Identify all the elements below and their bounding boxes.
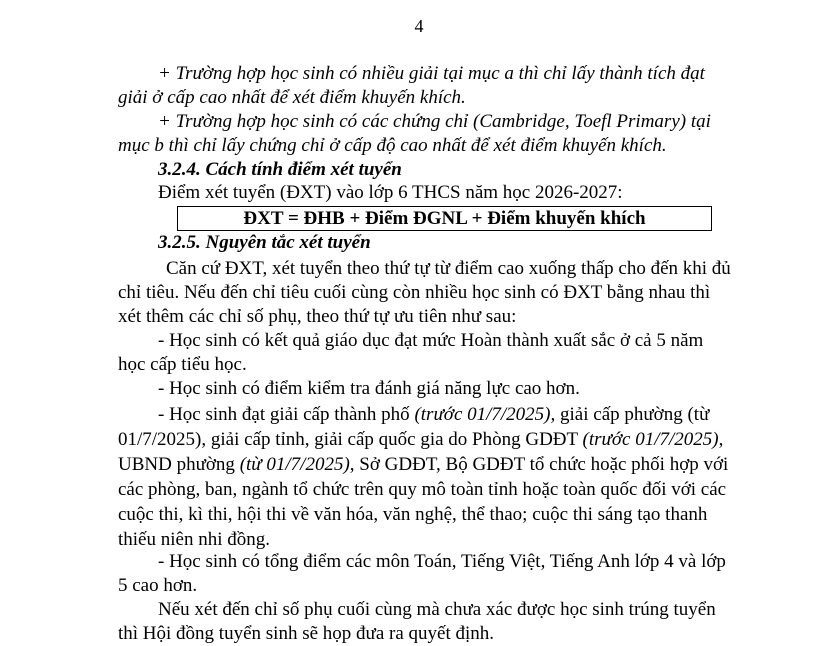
criterion-3-line-1-c: giải cấp phường (từ — [555, 404, 710, 425]
criterion-3-line-4: các phòng, ban, ngành tổ chức trên quy mô toàn tỉnh hoặc toàn quốc đối với các — [118, 479, 727, 500]
bullet-a-line-1: + Trường hợp học sinh có nhiều giải tại mục a thì chỉ lấy thành tích đạt — [158, 63, 705, 84]
section-3-2-5-heading: 3.2.5. Nguyên tắc xét tuyển — [158, 232, 371, 253]
criterion-3-line-2-c: , — [718, 429, 724, 450]
bullet-b-line-1: + Trường hợp học sinh có các chứng chỉ (Cambridge, Toefl Primary) tại — [158, 111, 711, 132]
paragraph-1-line-2: chỉ tiêu. Nếu đến chỉ tiêu cuối cùng còn nhiều học sinh có ĐXT bằng nhau thì — [118, 282, 711, 303]
criterion-3-line-3 — [118, 453, 728, 477]
page-number: 4 — [414, 16, 424, 36]
criterion-2-line-1: - Học sinh có điểm kiểm tra đánh giá năng lực cao hơn. — [158, 378, 580, 399]
criterion-3-line-3-a: UBND phường — [118, 454, 240, 475]
criterion-3-line-1 — [158, 403, 709, 427]
criterion-1-line-2: học cấp tiểu học. — [118, 354, 247, 375]
criterion-3-line-2 — [118, 428, 723, 452]
criterion-3-line-2-date: (trước 01/7/2025) — [582, 429, 719, 450]
paragraph-1-line-1: Căn cứ ĐXT, xét tuyển theo thứ tự từ điểm cao xuống thấp cho đến khi đủ — [166, 258, 731, 279]
bullet-b-line-2: mục b thì chỉ lấy chứng chỉ ở cấp độ cao nhất để xét điểm khuyến khích. — [118, 135, 667, 156]
bullet-a-line-2: giải ở cấp cao nhất để xét điểm khuyến khích. — [118, 87, 466, 108]
criterion-1-line-1: - Học sinh có kết quả giáo dục đạt mức Hoàn thành xuất sắc ở cả 5 năm — [158, 330, 704, 351]
formula-text: ĐXT = ĐHB + Điểm ĐGNL + Điểm khuyến khích — [243, 208, 646, 229]
criterion-3-line-5: cuộc thi, kì thi, hội thi về văn hóa, văn nghệ, thể thao; cuộc thi sáng tạo thanh — [118, 504, 708, 525]
criterion-3-line-3-c: , Sở GDĐT, Bộ GDĐT tổ chức hoặc phối hợp với — [349, 454, 729, 475]
criterion-3-line-3-date: (từ 01/7/2025) — [239, 454, 350, 475]
criterion-4-line-1: - Học sinh có tổng điểm các môn Toán, Tiếng Việt, Tiếng Anh lớp 4 và lớp — [158, 551, 726, 572]
criterion-3-line-6: thiếu niên nhi đồng. — [118, 529, 270, 550]
criterion-3-line-1-a: - Học sinh đạt giải cấp thành phố — [158, 404, 415, 425]
criterion-4-line-2: 5 cao hơn. — [118, 575, 198, 596]
criterion-3-line-1-date: (trước 01/7/2025), — [414, 404, 556, 425]
formula-box — [177, 206, 712, 231]
paragraph-2-line-2: thì Hội đồng tuyển sinh sẽ họp đưa ra quyết định. — [118, 623, 495, 644]
paragraph-1-line-3: xét thêm các chỉ số phụ, theo thứ tự ưu tiên như sau: — [118, 306, 517, 327]
section-3-2-4-heading: 3.2.4. Cách tính điểm xét tuyển — [158, 159, 402, 180]
paragraph-2-line-1: Nếu xét đến chỉ số phụ cuối cùng mà chưa xác được học sinh trúng tuyển — [158, 599, 716, 620]
formula-intro: Điểm xét tuyển (ĐXT) vào lớp 6 THCS năm học 2026-2027: — [158, 182, 623, 203]
criterion-3-line-2-a: 01/7/2025), giải cấp tỉnh, giải cấp quốc gia do Phòng GDĐT — [118, 429, 583, 450]
